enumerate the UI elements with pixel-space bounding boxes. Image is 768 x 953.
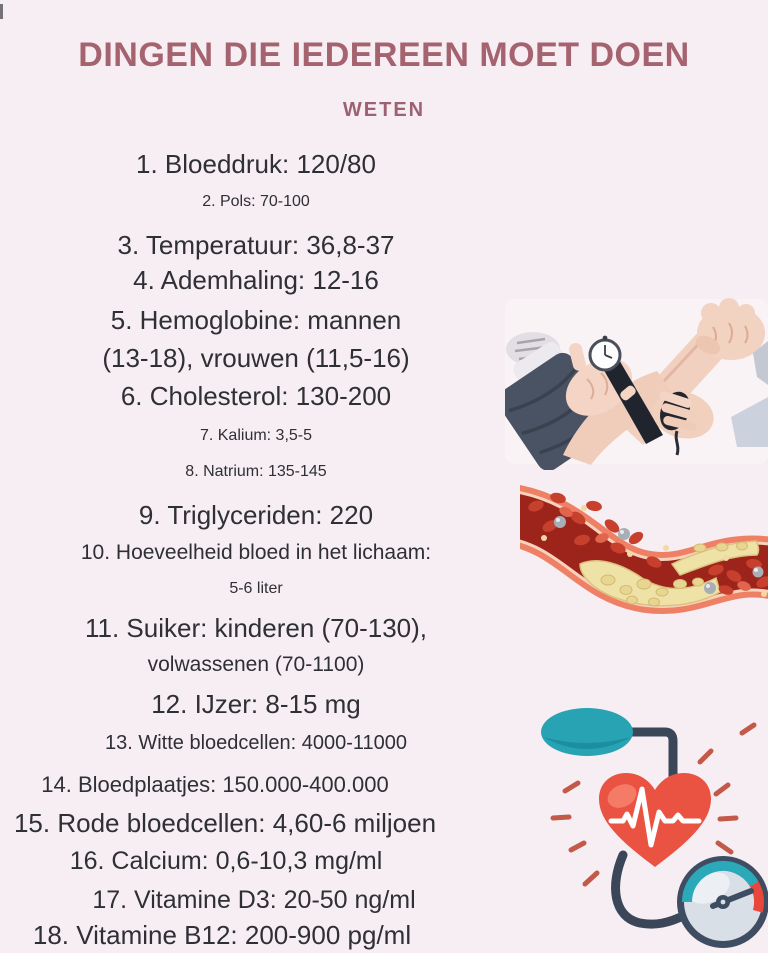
list-line-vitamine-b12: 18. Vitamine B12: 200-900 pg/ml: [32, 920, 412, 950]
list-line-natrium: 8. Natrium: 135-145: [185, 463, 327, 480]
list-line-calcium: 16. Calcium: 0,6-10,3 mg/ml: [69, 847, 383, 875]
list-line-liter: 5-6 liter: [229, 580, 283, 597]
list-line-triglyceriden: 9. Triglyceriden: 220: [138, 500, 374, 530]
artery-illustration: [520, 478, 768, 650]
page-title: DINGEN DIE IEDEREEN MOET DOEN: [78, 36, 690, 74]
page-subtitle: WETEN: [342, 99, 426, 121]
pressure-gauge-icon: [677, 856, 768, 948]
heart-monitor-illustration: [515, 695, 768, 953]
blood-pressure-photo: [505, 293, 768, 470]
list-line-suiker: 11. Suiker: kinderen (70-130),: [84, 613, 428, 643]
list-line-rode-cellen: 15. Rode bloedcellen: 4,60-6 miljoen: [13, 808, 437, 838]
pump-bulb-icon: [541, 708, 633, 756]
heart-icon: [599, 773, 711, 867]
list-line-volwassenen: volwassenen (70-1100): [147, 653, 365, 676]
list-line-hemoglobine: 5. Hemoglobine: mannen: [110, 305, 402, 335]
list-line-hemoglobine-2: (13-18), vrouwen (11,5-16): [102, 343, 410, 373]
list-line-ijzer: 12. IJzer: 8-15 mg: [151, 689, 361, 719]
list-line-pols: 2. Pols: 70-100: [202, 193, 310, 210]
list-line-cholesterol: 6. Cholesterol: 130-200: [120, 381, 392, 411]
list-line-bloeddruk: 1. Bloeddruk: 120/80: [136, 149, 376, 179]
list-line-ademhaling: 4. Ademhaling: 12-16: [133, 265, 379, 295]
list-line-vitamine-d3: 17. Vitamine D3: 20-50 ng/ml: [92, 886, 416, 914]
list-line-kalium: 7. Kalium: 3,5-5: [199, 427, 313, 444]
list-line-bloed-lichaam: 10. Hoeveelheid bloed in het lichaam:: [80, 541, 432, 564]
list-line-temperatuur: 3. Temperatuur: 36,8-37: [117, 230, 395, 260]
list-line-witte-cellen: 13. Witte bloedcellen: 4000-11000: [104, 732, 408, 754]
list-line-bloedplaatjes: 14. Bloedplaatjes: 150.000-400.000: [41, 772, 389, 797]
